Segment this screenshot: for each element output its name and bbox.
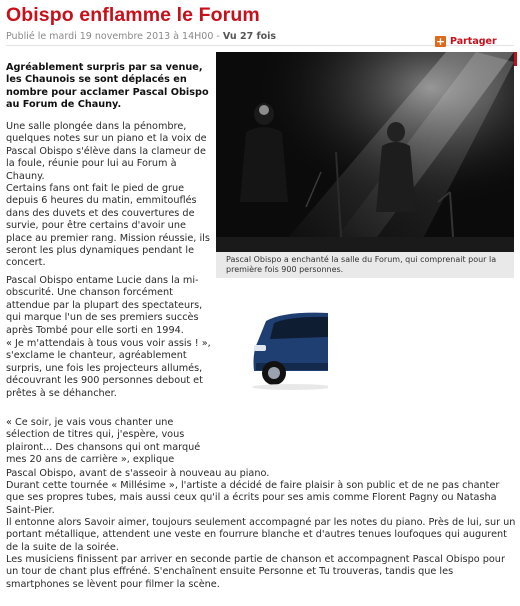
article-title: Obispo enflamme le Forum [6,4,260,26]
plus-icon: + [435,35,446,48]
publish-date: Publié le mardi 19 novembre 2013 à 14H00 [6,31,214,42]
body-paragraph: Pascal Obispo, avant de s'asseoir à nouveau au piano. [6,468,270,479]
concert-photo-illustration [216,52,514,252]
body-paragraph: Durant cette tournée « Millésime », l'artiste a décidé de faire plaisir à son public et de ne pas chanter que ses propres tubes, mais aussi ceux qu'il a écrits pour ses amis comme Florent Pagny ou Natasha Saint-Pier. [6,480,500,516]
body-paragraph: « Ce soir, je vais vous chanter une sélection de titres qui, j'espère, vous plairont... Des chansons qui ont marqué mes 20 ans de carrière », explique [6,417,201,466]
photo-caption: Pascal Obispo a enchanté la salle du Forum, qui comprenait pour la première fois 900 personnes. [216,252,514,278]
body-paragraph: Il entonne alors Savoir aimer, toujours seulement accompagné par les notes du piano. Près de lui, sur un portant métallique, attendent une veste en fourrure blanche et d'autres tenues loufoques qui augurent de la suite de la soirée. [6,517,516,553]
advertisement-car-image[interactable] [244,305,328,393]
concert-photo[interactable] [216,52,514,252]
car-illustration [244,305,328,393]
share-button[interactable] [435,36,497,47]
body-paragraph: « Je m'attendais à tous vous voir assis ! », s'exclame le chanteur, agréablement surpris, une fois les projecteurs allumés, découvrant les 900 personnes debout et prêtes à se déhancher. [6,338,211,399]
body-paragraph: Une salle plongée dans la pénombre, quelques notes sur un piano et la voix de Pascal Obispo s'élève dans la clameur de la foule, réunie pour lui au Forum à Chauny. [6,121,207,182]
share-label: Partager [450,36,497,47]
article-meta [6,31,276,42]
meta-separator: - [216,31,220,42]
article-lead: Agréablement surpris par sa venue, les Chaunois se sont déplacés en nombre pour acclamer Pascal Obispo au Forum de Chauny. [6,62,209,111]
body-paragraph: Les musiciens finissent par arriver en seconde partie de chanson et accompagnent Pascal Obispo pour un tour de chant plus effréné. S'enchaînent ensuite Personne et Tu trouveras, tandis que les smartphones se lèvent pour filmer la scène. [6,554,505,590]
body-paragraph: Certains fans ont fait le pied de grue depuis 6 heures du matin, emmitouflés dans des duvets et des couvertures de survie, pour être certains d'avoir une place au premier rang. Mission réussie, ils seront les plus dynamiques pendant le concert. [6,183,210,269]
body-paragraph: Pascal Obispo entame Lucie dans la mi-obscurité. Une chanson forcément attendue par la plupart des spectateurs, qui marque l'un de ses premiers succès après Tombé pour elle sorti en 1994. [6,275,203,336]
view-count: Vu 27 fois [222,31,277,42]
